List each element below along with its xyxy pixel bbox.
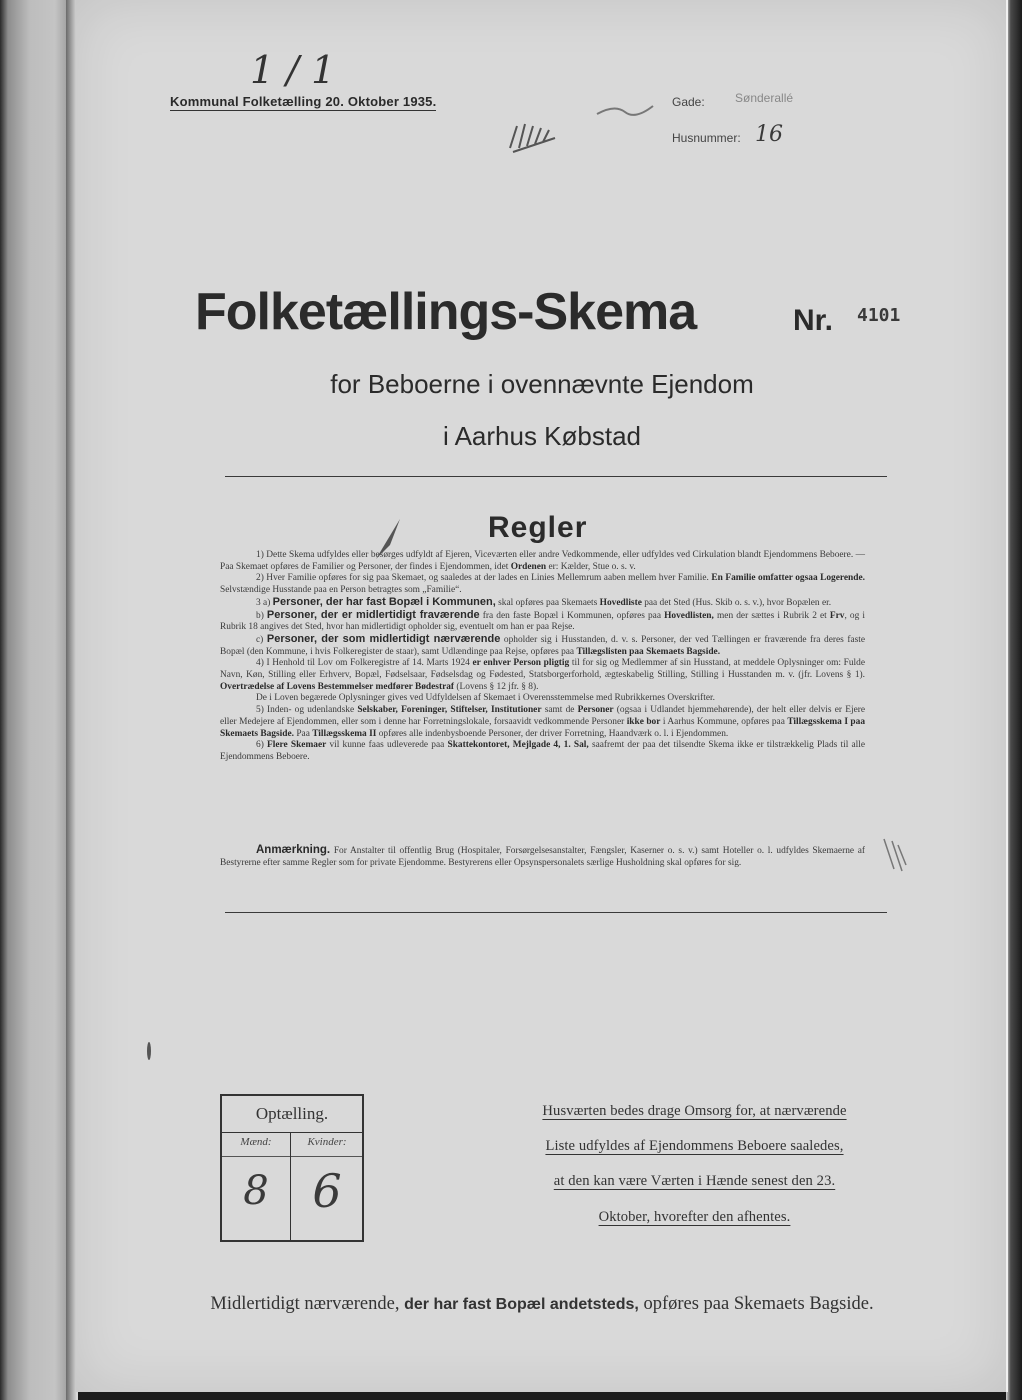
rule-2: 2) Hver Familie opføres for sig paa Skemaet, og saaledes at der lades en Linies Mellemrum aaben mellem hver Familie. En Familie omfatter ogsaa Logerende. Selvstændige Husstande paa en Person betragtes som „Familie“. bbox=[220, 573, 865, 596]
census-title: Kommunal Folketælling 20. Oktober 1935. bbox=[170, 94, 437, 109]
count-kvinder-label: Kvinder: bbox=[307, 1136, 347, 1148]
note-body: For Anstalter til offentlig Brug (Hospitaler, Forsørgelsesanstalter, Fængsler, Kaserner o. s. v.) samt Hoteller o. l. udfyldes Skemaerne af Bestyrerne efter samme Regler som for private Ejendomme. Bestyrerens eller Opsynspersonalets særlige Husholdning skal opføres for sig. bbox=[220, 846, 866, 868]
note-text bbox=[220, 845, 865, 869]
husnummer-value: 16 bbox=[755, 122, 783, 147]
count-title: Optælling. bbox=[255, 1104, 329, 1123]
divider bbox=[225, 476, 887, 477]
rule-3c: c) Personer, der som midlertidigt nærværende opholder sig i Husstanden, d. v. s. Personer, der ved Tællingen er fraværende fra deres faste Bopæl (den Kommune, i hvis Folkeregister de staar), samt Udlændinge paa Rejse, opføres paa Tillægslisten paa Skemaets Bagside. bbox=[220, 632, 866, 657]
divider bbox=[225, 912, 887, 913]
rules-text bbox=[220, 550, 865, 764]
count-maend-label: Mænd: bbox=[240, 1136, 272, 1148]
form-subtitle-1: for Beboerne i ovennævnte Ejendom bbox=[330, 369, 754, 399]
instruction-line-3: at den kan være Værten i Hænde senest den 23. bbox=[553, 1173, 836, 1189]
gade-label: Gade: bbox=[672, 95, 705, 109]
count-divider bbox=[222, 1156, 362, 1157]
binding-fold bbox=[66, 0, 76, 1400]
form-number-value: 4101 bbox=[857, 305, 901, 326]
scribble-mark bbox=[595, 100, 655, 120]
instruction-line-1: Husværten bedes drage Omsorg for, at nærværende bbox=[542, 1103, 847, 1119]
rule-3b: b) Personer, der er midlertidigt fraværende fra den faste Bopæl i Kommunen, opføres paa Hovedlisten, men der sættes i Rubrik 2 et Frv, og i Rubrik 18 angives det Sted, hvor han midlertidigt opholder sig, eventuelt om han er paa Rejse. bbox=[220, 608, 866, 633]
rule-5: 5) Inden- og udenlandske Selskaber, Foreninger, Stiftelser, Institutioner samt de Personer (ogsaa i Udlandet hjemmehørende), der helt eller delvis er Ejere eller Medejere af Ejendommen, eller som i denne har Forretningslokale, forsaavidt vedkommende Personer ikke bor i Aarhus Kommune, opføres paa Tillægsskema I paa Skemaets Bagside. Paa Tillægsskema II opføres alle indenbysboende Personer, der driver Forretning, Haandværk o. l. i Ejendommen. bbox=[220, 705, 866, 739]
footer-part-1: Midlertidigt nærværende, bbox=[210, 1294, 400, 1314]
footer-part-3: opføres paa Skemaets Bagside. bbox=[643, 1294, 874, 1314]
instruction-line-4: Oktober, hvorefter den afhentes. bbox=[598, 1209, 791, 1225]
instruction-line-2: Liste udfyldes af Ejendommens Beboere saaledes, bbox=[545, 1138, 844, 1154]
handwritten-top-mark: 1 / 1 bbox=[250, 48, 336, 92]
form-title: Folketællings-Skema bbox=[195, 283, 697, 341]
form-number-label: Nr. bbox=[793, 304, 834, 337]
ink-spot bbox=[145, 1040, 153, 1062]
scribble-mark bbox=[880, 835, 910, 875]
form-subtitle-2: i Aarhus Købstad bbox=[443, 421, 641, 451]
husnummer-label: Husnummer: bbox=[672, 131, 741, 145]
rule-4b: De i Loven begærede Oplysninger gives ved Udfyldelsen af Skemaet i Overensstemmelse med Rubrikkernes Overskrifter. bbox=[256, 693, 715, 704]
count-maend-value: 8 bbox=[243, 1168, 269, 1214]
count-box bbox=[220, 1094, 364, 1242]
note-label: Anmærkning. bbox=[256, 844, 331, 856]
gade-value: Sønderallé bbox=[735, 91, 794, 105]
count-divider bbox=[290, 1132, 291, 1240]
rule-4: 4) I Henhold til Lov om Folkeregistre af 14. Marts 1924 er enhver Person pligtig til for sig og Medlemmer af sin Husstand, at meddele Oplysninger om: Fulde Navn, Køn, Stilling eller Erhverv, Bopæl, Fødselsaar, Fødselsdag og Fødested, Statsborgerforhold, ægteskabelig Stilling, Stilling i Husstanden m. v. (jfr. Lovens § 1). Overtrædelse af Lovens Bestemmelser medfører Bødestraf (Lovens § 12 jfr. § 8). bbox=[220, 658, 866, 692]
rule-6: 6) Flere Skemaer vil kunne faas udleverede paa Skattekontoret, Mejlgade 4, 1. Sal, saafremt der paa det tilsendte Skema ikke er tilstrækkelig Plads til alle Ejendommens Beboere. bbox=[220, 740, 866, 762]
footer-note bbox=[0, 1294, 1022, 1315]
page-edge-shadow bbox=[1006, 0, 1022, 1400]
footer-part-2: der har fast Bopæl andetsteds, bbox=[404, 1296, 639, 1313]
scribble-stamp bbox=[505, 118, 565, 158]
count-divider bbox=[222, 1132, 362, 1133]
count-kvinder-value: 6 bbox=[312, 1164, 342, 1218]
rules-heading: Regler bbox=[488, 511, 588, 544]
rule-1: 1) Dette Skema udfyldes eller besørges udfyldt af Ejeren, Viceværten eller andre Vedkommende, eller udfyldes ved Cirkulation blandt Ejendommens Beboere. — Paa Skemaet opføres de Familier og Personer, der findes i Ejendommen, idet Ordenen er: Kælder, Stue o. s. v. bbox=[220, 550, 865, 572]
ink-smudge bbox=[370, 515, 410, 565]
rule-3a: 3 a) Personer, der har fast Bopæl i Kommunen, skal opføres paa Skemaets Hovedliste paa det Sted (Hus. Skib o. s. v.), hvor Bopælen er. bbox=[256, 595, 832, 608]
